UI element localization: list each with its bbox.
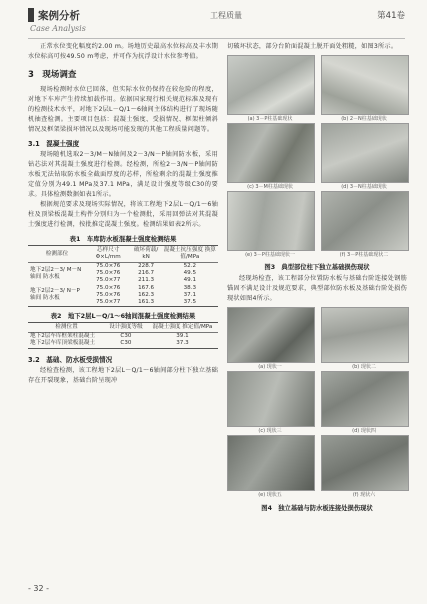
table-cell: 地下2层2－3/ M－N轴间 防水板	[30, 266, 82, 280]
table-cell: C30	[120, 333, 132, 340]
photo-caption: (a) 现状一	[258, 364, 282, 370]
rebar-photo	[321, 307, 409, 363]
table-cell: 地下2层2－3/ N－P轴间 防水板	[28, 285, 86, 307]
table-cell: 167.6	[138, 284, 155, 291]
table-1	[28, 245, 218, 307]
rebar-photo	[227, 307, 315, 363]
table-cell: 37.1	[183, 291, 197, 298]
left-column	[28, 42, 218, 386]
photo-caption: (b) 现状二	[352, 364, 376, 370]
table-header: 检测部位	[28, 246, 86, 263]
table-row	[28, 285, 218, 292]
figure-caption: 图4 独立基础与防水板连接处损伤现状	[261, 505, 373, 512]
paragraph: 现场检测时水位已回落，但实际水位仍保持在较危险的程度，对地下车库产生持续加载作用。依据国家现行相关规范标准及现有的检测技术水平，对地下2层L－Q/1～6轴间主体结构进行了现场随机抽查检测。主要项目包括：混凝土强度、受损情况、框架柱倾斜情况及框架梁损坏情况以及现场可能发现的其他工程质量问题等。	[28, 86, 218, 133]
table-header: 混凝土抗压强度 换算值/MPa	[162, 246, 218, 263]
table-cell: 38.3	[183, 284, 197, 291]
figure-caption: 图3 典型部位柱下独立基础损伤现状	[264, 264, 370, 271]
photo-caption: (a) 3－P柱基础现状	[247, 116, 293, 122]
table-2	[28, 322, 218, 348]
table-header: 破坏荷载/ kN	[130, 246, 161, 263]
foundation-photo	[321, 123, 409, 183]
photo-caption: (c) 3－M柱基础现状	[247, 184, 293, 190]
table-cell: 228.7	[138, 263, 155, 269]
table-cell: 75.0×76	[96, 263, 121, 269]
subsection-heading: 3.2 基础、防水板受损情况	[28, 355, 113, 364]
table-row	[28, 340, 218, 348]
right-column	[227, 42, 407, 512]
foundation-photo	[321, 55, 409, 115]
volume-number: 第41卷	[377, 11, 405, 21]
paragraph: 正常水位变化幅度约2.00 m。场地历史最高水位标高及丰水期水位标高可按49.50 m考虑，并可作为抗浮设计水位参考值。	[28, 43, 218, 60]
table-row	[28, 263, 218, 271]
header-rule	[28, 38, 405, 39]
table-cell: 37.3	[147, 340, 218, 348]
rebar-photo	[321, 371, 409, 427]
table-caption: 表1 车库防水板混凝土强度检测结果	[69, 235, 177, 243]
table-cell: 37.5	[162, 299, 218, 307]
section-heading: 3 现场调查	[28, 70, 77, 80]
paragraph: 根据规范要求及现场实际情况，将该工程地下2层L－Q/1～6轴柱及顶梁板混凝土构件分别归为一个检测批，采用回弹法对其混凝土强度进行检测，按批推定混凝土强度。检测结果如表2所示。	[28, 201, 218, 228]
table-cell: 49.1	[183, 277, 197, 284]
table-header: 混凝土强度 推定值/MPa	[147, 323, 218, 333]
subsection-heading: 3.1 混凝土强度	[28, 140, 80, 148]
table-cell: 216.7	[138, 270, 155, 277]
table-cell: 75.0×76	[96, 284, 121, 291]
table-cell: 211.3	[138, 277, 155, 284]
rebar-photo	[227, 435, 315, 491]
photo-caption: (d) 现状四	[352, 428, 376, 434]
table-header: 设计强度等级	[105, 323, 147, 333]
section-marker	[28, 8, 34, 22]
photo-caption: (e) 3－P柱基础现状一	[245, 252, 295, 258]
table-cell: 地下2层车库框架柱混凝土	[30, 333, 96, 340]
table-caption: 表2 地下2层L－Q/1～6轴间混凝土强度检测结果	[50, 312, 196, 321]
foundation-photo	[321, 191, 409, 251]
photo-caption: (d) 3－N柱基础现状	[341, 184, 387, 190]
foundation-photo	[227, 191, 315, 251]
paragraph: 经现场检查，该工程部分位置防水板与基础台阶连接处钢筋锚固不满足设计及规范要求，典型部位防水板及基础台阶处损伤现状如图4所示。	[227, 275, 407, 302]
table-cell: 49.5	[183, 270, 197, 277]
table-cell: 地下2层车库顶梁板混凝土	[28, 340, 105, 348]
rebar-photo	[227, 371, 315, 427]
foundation-photo	[227, 123, 315, 183]
paragraph: 切破坏状态，部分台阶面混凝土脱开面处粗糙，如图3所示。	[227, 43, 398, 50]
page-header	[0, 0, 427, 40]
table-cell: 75.0×76	[96, 270, 121, 277]
photo-caption: (c) 现状三	[258, 428, 282, 434]
photo-caption: (f) 现状六	[352, 492, 376, 498]
journal-name: 工程质量	[210, 11, 242, 20]
table-cell: 162.3	[138, 291, 155, 298]
table-cell: 52.2	[183, 263, 197, 269]
table-cell: 39.1	[176, 333, 189, 340]
table-cell: C30	[105, 340, 147, 348]
table-cell: 75.0×76	[96, 291, 121, 298]
photo-caption: (e) 现状五	[258, 492, 282, 498]
paragraph: 现场随机选取2－3/M－N轴间及2－3/N－P轴间防水板，采用钻芯法对其混凝土强度进行检测。经检测，所检2－3/N－P轴间防水板无法钻取防水板全截面厚度的芯样，所检剩余的混凝土强度推定值分别为49.1 MPa及37.1 MPa，满足设计强度等级C30的要求。具体检测数据如表1所示。	[28, 151, 218, 198]
photo-caption: (b) 2－N柱基础现状	[341, 116, 387, 122]
figure-3	[227, 55, 407, 260]
table-cell: 75.0×77	[96, 277, 121, 284]
photo-caption: (f) 3－P柱基础现状二	[339, 252, 389, 258]
table-cell: 161.3	[130, 299, 161, 307]
paragraph: 经检查检测，该工程地下2层L－Q/1～6轴间部分柱下独立基础存在开裂现象，基础台阶呈现冲	[28, 366, 218, 384]
page-number: - 32 -	[28, 584, 50, 593]
table-header: 检测位置	[28, 323, 105, 333]
foundation-photo	[227, 55, 315, 115]
table-cell: 75.0×77	[86, 299, 130, 307]
table-header: 芯样尺寸 Φ×L/mm	[86, 246, 130, 263]
section-title: 案例分析	[38, 10, 80, 22]
rebar-photo	[321, 435, 409, 491]
section-title-en: Case Analysis	[30, 24, 86, 33]
figure-4	[227, 307, 407, 503]
